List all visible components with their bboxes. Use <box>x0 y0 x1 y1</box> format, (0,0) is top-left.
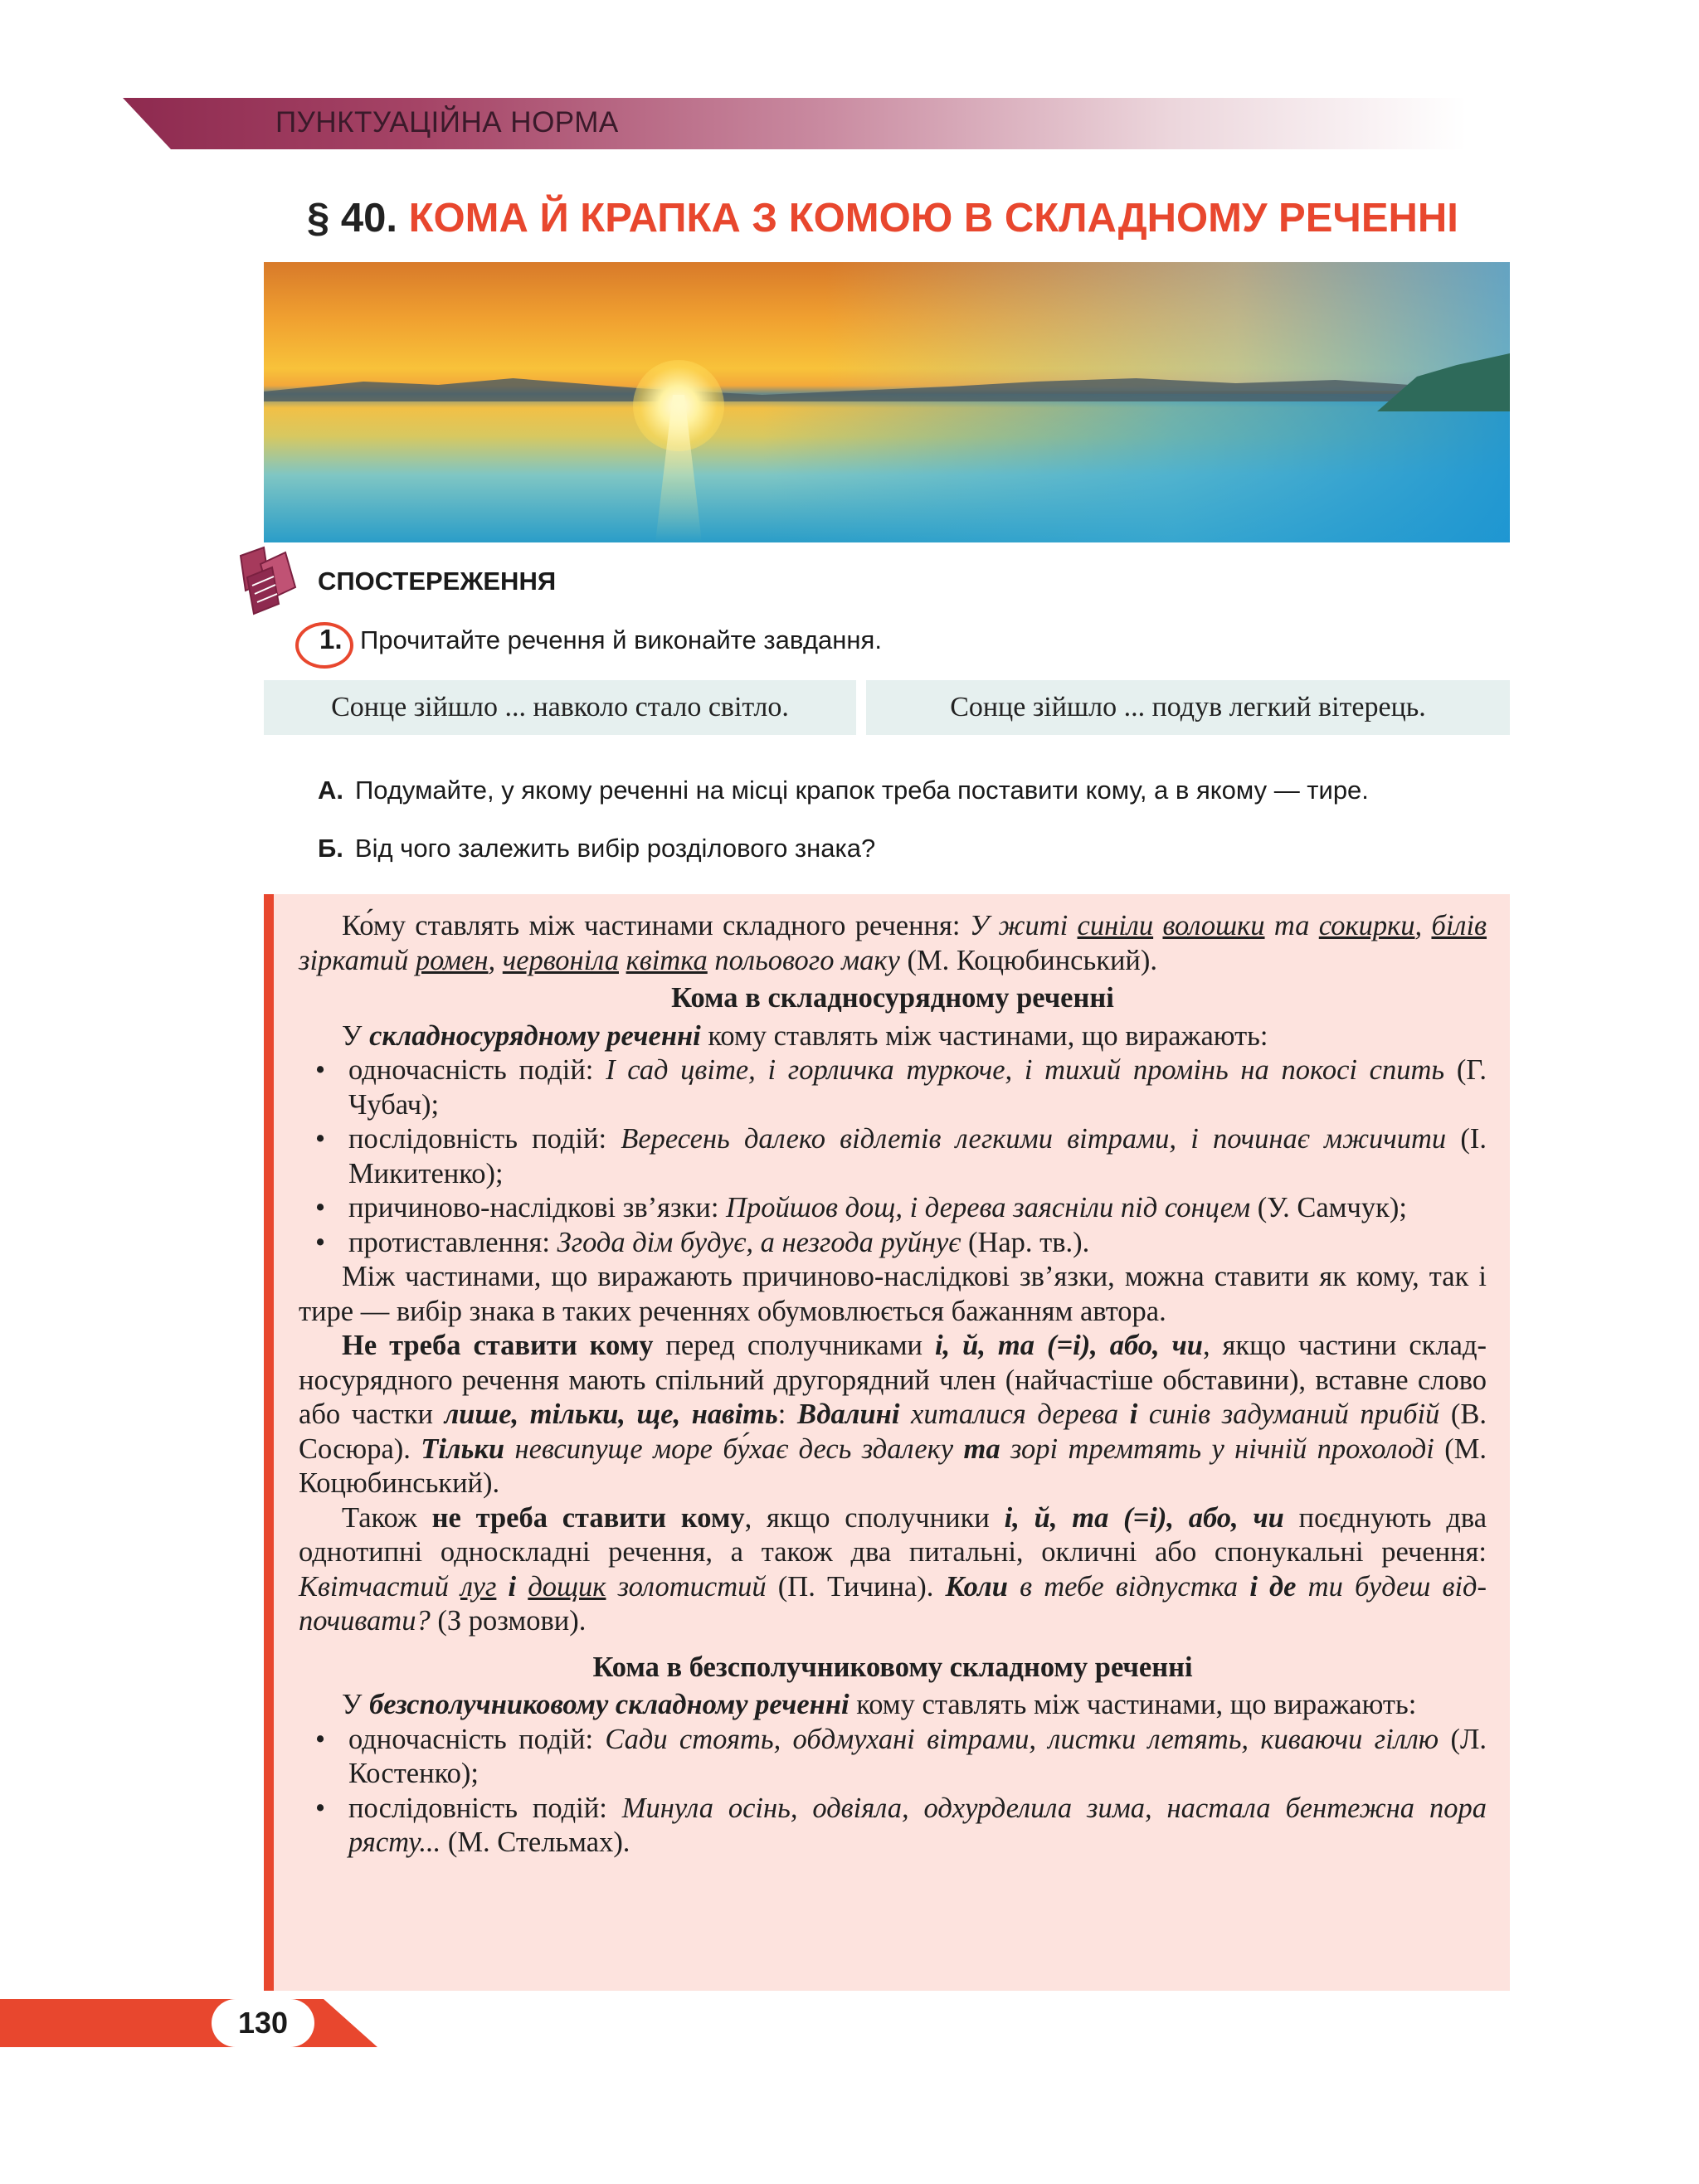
sunset-illustration <box>264 262 1510 542</box>
list-asyndetic <box>299 1723 1487 1861</box>
rule-p5: У безсполучниковому складному реченні кому ставлять між частинами, що виражають: <box>342 1689 1417 1720</box>
footer-bar <box>0 1999 377 2047</box>
sentence-box-1 <box>264 680 856 735</box>
list-item: • одночасність подій: Сади стоять, обдмухані вітрами, листки летять, киваючи гіллю (Л. Костенко); <box>348 1723 1487 1792</box>
question-b <box>318 834 875 863</box>
heading-asyndetic: Кома в безсполучниковому складному реченні <box>592 1651 1193 1683</box>
observation-label: СПОСТЕРЕЖЕННЯ <box>318 567 557 596</box>
question-b-text: Від чого залежить вибір розділового знака? <box>354 834 876 863</box>
section-label: ПУНКТУАЦІЙНА НОРМА <box>275 106 619 139</box>
sentence-box-2 <box>866 680 1510 735</box>
page-title <box>307 195 1458 241</box>
list-item: • послідовність подій: Вересень далеко відлетів легкими вітрами, і починає мжичити (І. Микитенко); <box>348 1122 1487 1191</box>
list-item: • одночасність подій: І сад цвіте, і горличка туркоче, і тихий промінь на покосі спить (Г. Чубач); <box>348 1053 1487 1122</box>
rule-box <box>264 894 1510 1991</box>
sentence-1: Сонце зійшло ... навколо стало світло. <box>331 692 789 722</box>
task-text: Прочитайте речення й виконайте завдання. <box>360 625 882 654</box>
page-number: 130 <box>212 1999 314 2047</box>
rule-p3: Не треба ставити кому перед сполучниками і, й, та (=і), або, чи, якщо частини складносурядного речення мають спільний другорядний член (найчастіше обставини), вставне слово або частки лише, тільки, ще, навіть: Вдалині хиталися дерева і синів задуманий прибій (В. Сосюра). Тільки невсипуще море бу́хає десь здалеку та зорі тремтять у нічній прохолоді (М. Коцюбинський). <box>299 1330 1487 1499</box>
question-a-letter: А. <box>318 776 343 805</box>
rule-p2: Між частинами, що виражають причиново-наслідкові зв’язки, можна ставити як кому, так і тире — вибір знака в таких реченнях обумовлюється бажанням автора. <box>299 1261 1487 1327</box>
list-compound-coordinate <box>299 1053 1487 1260</box>
list-item: • причиново-наслідкові зв’язки: Пройшов дощ, і дерева заясніли під сонцем (У. Самчук); <box>348 1191 1487 1226</box>
rule-intro: Ко́му ставлять між частинами складного речення: У житі синіли волошки та сокирки, білів зіркатий ромен, червоніла квітка польового маку (М. Коцюбинський). <box>299 910 1487 976</box>
sentence-2: Сонце зійшло ... подув легкий вітерець. <box>950 692 1426 722</box>
heading-compound-coordinate: Кома в складносурядному реченні <box>671 982 1114 1014</box>
list-item: • протиставлення: Згода дім будує, а незгода руйнує (Нар. тв.). <box>348 1226 1487 1261</box>
paragraph-number: § 40. <box>307 196 397 241</box>
paragraph-title: КОМА Й КРАПКА З КОМОЮ В СКЛАДНОМУ РЕЧЕННІ <box>408 196 1458 241</box>
rule-p1: У складносурядному реченні кому ставлять між частинами, що виражають: <box>342 1019 1268 1052</box>
list-item: • послідовність подій: Минула осінь, одвіяла, одхурделила зима, настала бентежна пора рясту... (М. Стельмах). <box>348 1792 1487 1861</box>
question-a-text: Подумайте, у якому реченні на місці крапок треба поставити кому, а в якому — тире. <box>355 776 1369 805</box>
question-b-letter: Б. <box>318 834 343 863</box>
question-a <box>318 776 1369 805</box>
task-number: 1. <box>319 624 343 654</box>
book-icon <box>236 544 302 615</box>
rule-p4: Також не треба ставити кому, якщо сполучники і, й, та (=і), або, чи поєднують два однотипні односкладні речення, а також два питальні, окличні або спонукальні речення: Квітчастий луг і дощик золотистий (П. Тичина). Коли в тебе відпустка і де ти будеш відпочивати? (З розмови). <box>299 1501 1487 1637</box>
